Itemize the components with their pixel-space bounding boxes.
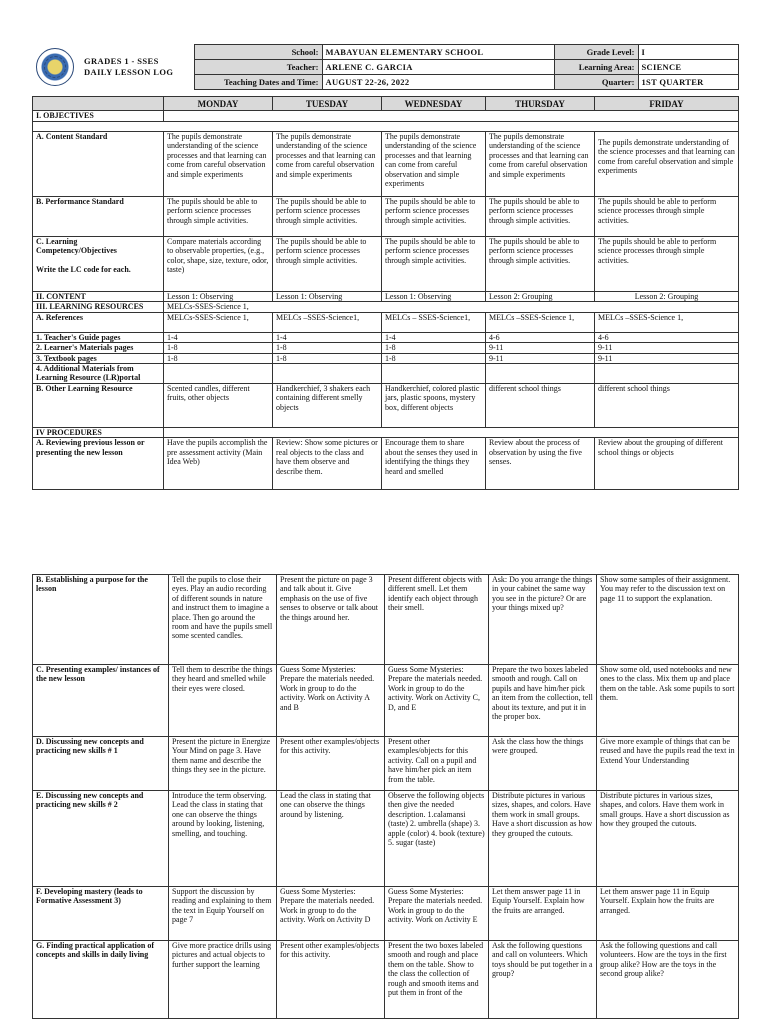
cell-concepts2-thu: Distribute pictures in various sizes, shapes, and colors. Have them work in small groups. Have a short discussion as how they grouped the cutouts. — [489, 791, 597, 887]
cell-review-wed: Encourage them to share about the senses they used in identifying the things they heard and smelled — [382, 438, 486, 490]
table-row — [33, 312, 739, 332]
cell-other-fri: different school things — [595, 384, 739, 428]
area-label: Learning Area: — [554, 60, 638, 75]
table-row — [33, 237, 739, 292]
cell-performance-thu: The pupils should be able to perform science processes through simple activities. — [486, 197, 595, 237]
lesson-log-page-2 — [32, 574, 738, 1019]
day-thursday: THURSDAY — [486, 97, 595, 111]
cell-examples-tue: Guess Some Mysteries: Prepare the materials needed. Work in group to do the activity. Work on Activity A and B — [277, 665, 385, 737]
cell-purpose-wed: Present different objects with different smell. Let them identify each object through their smell. — [385, 575, 489, 665]
cell-content-standard-fri: The pupils demonstrate understanding of the science processes and that learning can come from careful observation and simple experiments — [595, 132, 739, 197]
table-row — [33, 302, 739, 312]
cell-performance-tue: The pupils should be able to perform science processes through simple activities. — [273, 197, 382, 237]
row-label-mastery: F. Developing mastery (leads to Formative Assessment 3) — [33, 887, 169, 941]
row-label-additional: 4. Additional Materials from Learning Resource (LR)portal — [33, 364, 164, 384]
cell-additional-thu — [486, 364, 595, 384]
row-label-purpose: B. Establishing a purpose for the lesson — [33, 575, 169, 665]
cell-content-tue: Lesson 1: Observing — [273, 292, 382, 302]
section-objectives-blank — [164, 111, 739, 122]
cell-additional-mon — [164, 364, 273, 384]
deped-seal-cell — [32, 45, 78, 90]
table-row — [33, 887, 739, 941]
cell-examples-mon: Tell them to describe the things they heard and smelled while their eyes were closed. — [169, 665, 277, 737]
dates-label: Teaching Dates and Time: — [194, 75, 322, 90]
cell-tb-tue: 1-8 — [273, 353, 382, 363]
cell-other-tue: Handkerchief, 3 shakers each containing different smelly objects — [273, 384, 382, 428]
cell-application-wed: Present the two boxes labeled smooth and rough and place them on the table. Show to the class the collection of rough and smooth items and put them in front of the — [385, 941, 489, 1019]
cell-tb-wed: 1-8 — [382, 353, 486, 363]
cell-concepts1-mon: Present the picture in Energize Your Mind on page 3. Have them name and describe the things they see in the picture. — [169, 737, 277, 791]
table-row — [33, 665, 739, 737]
row-label-examples: C. Presenting examples/ instances of the new lesson — [33, 665, 169, 737]
school-label: School: — [194, 45, 322, 60]
cell-examples-fri: Show some old, used notebooks and new ones to the class. Mix them up and place them on the table. Ask some pupils to sort them. — [597, 665, 739, 737]
table-row — [33, 438, 739, 490]
day-tuesday: TUESDAY — [273, 97, 382, 111]
cell-concepts2-fri: Distribute pictures in various sizes, shapes, and colors. Have them work in small groups. Have a short discussion as how they grouped the cutouts. — [597, 791, 739, 887]
cell-references-thu: MELCs –SSES-Science 1, — [486, 312, 595, 332]
section-objectives: I. OBJECTIVES — [33, 111, 164, 122]
teacher-label: Teacher: — [194, 60, 322, 75]
deped-seal-icon — [36, 48, 74, 86]
cell-lm-mon: 1-8 — [164, 343, 273, 353]
cell-purpose-tue: Present the picture on page 3 and talk about it. Give emphasis on the use of five senses to observe or talk about the things around her. — [277, 575, 385, 665]
section-procedures: IV PROCEDURES — [33, 428, 164, 438]
cell-tg-fri: 4-6 — [595, 332, 739, 342]
cell-application-fri: Ask the following questions and call volunteers. How are the toys in the first group alike? How are the toys in the second group alike? — [597, 941, 739, 1019]
days-blank-cell — [33, 97, 164, 111]
cell-lm-wed: 1-8 — [382, 343, 486, 353]
cell-mastery-thu: Let them answer page 11 in Equip Yourself. Explain how the fruits are arranged. — [489, 887, 597, 941]
cell-content-standard-mon: The pupils demonstrate understanding of the science processes and that learning can come from careful observation and simple experiments — [164, 132, 273, 197]
table-row — [33, 343, 739, 353]
cell-examples-wed: Guess Some Mysteries: Prepare the materials needed. Work in group to do the activity. Work on Activity C, D, and E — [385, 665, 489, 737]
dates-value: AUGUST 22-26, 2022 — [322, 75, 554, 90]
cell-tb-fri: 9-11 — [595, 353, 739, 363]
cell-review-thu: Review about the process of observation by using the five senses. — [486, 438, 595, 490]
cell-performance-fri: The pupils should be able to perform science processes through simple activities. — [595, 197, 739, 237]
cell-competency-mon: Compare materials according to observable properties, (e.g., color, shape, size, texture, odor, taste) — [164, 237, 273, 292]
cell-application-thu: Ask the following questions and call on volunteers. Which toys should be put together in a group? — [489, 941, 597, 1019]
cell-lm-tue: 1-8 — [273, 343, 382, 353]
grade-label: Grade Level: — [554, 45, 638, 60]
cell-concepts2-wed: Observe the following objects then give the needed description. 1.calamansi (taste) 2. umbrella (shape) 3. apple (color) 4. book (texture) 5. sugar (taste) — [385, 791, 489, 887]
cell-competency-tue: The pupils should be able to perform science processes through simple activities. — [273, 237, 382, 292]
row-label-performance-standard: B. Performance Standard — [33, 197, 164, 237]
cell-competency-wed: The pupils should be able to perform science processes through simple activities. — [382, 237, 486, 292]
table-row — [33, 353, 739, 363]
cell-review-tue: Review: Show some pictures or real objects to the class and have them observe and describe them. — [273, 438, 382, 490]
cell-mastery-wed: Guess Some Mysteries: Prepare the materials needed. Work in group to do the activity. Work on Activity E — [385, 887, 489, 941]
cell-performance-mon: The pupils should be able to perform science processes through simple activities. — [164, 197, 273, 237]
cell-references-wed: MELCs – SSES-Science1, — [382, 312, 486, 332]
row-label-concepts-1: D. Discussing new concepts and practicing new skills # 1 — [33, 737, 169, 791]
row-label-concepts-2: E. Discussing new concepts and practicing new skills # 2 — [33, 791, 169, 887]
cell-performance-wed: The pupils should be able to perform science processes through simple activities. — [382, 197, 486, 237]
cell-content-standard-wed: The pupils demonstrate understanding of the science processes and that learning can come from careful observation and simple experiments — [382, 132, 486, 197]
title-line-1: GRADES 1 - SSES — [84, 56, 159, 66]
row-label-content-standard: A. Content Standard — [33, 132, 164, 197]
cell-references-fri: MELCs –SSES-Science 1, — [595, 312, 739, 332]
day-wednesday: WEDNESDAY — [382, 97, 486, 111]
cell-tb-thu: 9-11 — [486, 353, 595, 363]
cell-tg-mon: 1-4 — [164, 332, 273, 342]
cell-tg-thu: 4-6 — [486, 332, 595, 342]
cell-resources: MELCs-SSES-Science 1, — [164, 302, 739, 312]
cell-concepts2-tue: Lead the class in stating that one can observe the things around by listening. — [277, 791, 385, 887]
cell-content-thu: Lesson 2: Grouping — [486, 292, 595, 302]
document-title — [78, 45, 194, 90]
cell-content-standard-thu: The pupils demonstrate understanding of the science processes and that learning can come from careful observation and simple experiments — [486, 132, 595, 197]
cell-additional-tue — [273, 364, 382, 384]
objectives-table — [32, 96, 739, 490]
cell-other-thu: different school things — [486, 384, 595, 428]
table-row — [33, 332, 739, 342]
table-row — [33, 132, 739, 197]
cell-purpose-fri: Show some samples of their assignment. You may refer to the discussion text on page 11 to support the explanation. — [597, 575, 739, 665]
lc-code-note: Write the LC code for each. — [36, 264, 131, 274]
school-value: MABAYUAN ELEMENTARY SCHOOL — [322, 45, 554, 60]
teacher-value: ARLENE C. GARCIA — [322, 60, 554, 75]
row-label-lm-pages: 2. Learner's Materials pages — [33, 343, 164, 353]
area-value: SCIENCE — [638, 60, 738, 75]
table-row — [33, 292, 739, 302]
cell-references-tue: MELCs –SSES-Science1, — [273, 312, 382, 332]
row-label-review: A. Reviewing previous lesson or presenting the new lesson — [33, 438, 164, 490]
cell-tg-tue: 1-4 — [273, 332, 382, 342]
quarter-value: 1ST QUARTER — [638, 75, 738, 90]
cell-lm-thu: 9-11 — [486, 343, 595, 353]
grade-value: I — [638, 45, 738, 60]
cell-review-fri: Review about the grouping of different school things or objects — [595, 438, 739, 490]
cell-additional-fri — [595, 364, 739, 384]
row-label-tg-pages: 1. Teacher's Guide pages — [33, 332, 164, 342]
cell-examples-thu: Prepare the two boxes labeled smooth and rough. Call on pupils and have him/her pick an item from the collection, tell about its texture, and put it in the proper box. — [489, 665, 597, 737]
section-content: II. CONTENT — [33, 292, 164, 302]
cell-application-tue: Present other examples/objects for this activity. — [277, 941, 385, 1019]
cell-references-mon: MELCs-SSES-Science 1, — [164, 312, 273, 332]
row-label-references: A. References — [33, 312, 164, 332]
quarter-label: Quarter: — [554, 75, 638, 90]
row-label-competency — [33, 237, 164, 292]
cell-concepts1-tue: Present other examples/objects for this activity. — [277, 737, 385, 791]
cell-other-mon: Scented candles, different fruits, other objects — [164, 384, 273, 428]
cell-content-standard-tue: The pupils demonstrate understanding of the science processes and that learning can come from careful observation and simple experiments — [273, 132, 382, 197]
cell-concepts2-mon: Introduce the term observing. Lead the class in stating that one can observe the things around by looking, listening, smelling, and touching. — [169, 791, 277, 887]
row-label-tb-pages: 3. Textbook pages — [33, 353, 164, 363]
table-row — [33, 197, 739, 237]
cell-content-mon: Lesson 1: Observing — [164, 292, 273, 302]
cell-tb-mon: 1-8 — [164, 353, 273, 363]
cell-competency-thu: The pupils should be able to perform science processes through simple activities. — [486, 237, 595, 292]
cell-content-wed: Lesson 1: Observing — [382, 292, 486, 302]
table-row — [33, 941, 739, 1019]
table-row — [33, 364, 739, 384]
cell-mastery-tue: Guess Some Mysteries: Prepare the materials needed. Work in group to do the activity. Work on Activity D — [277, 887, 385, 941]
header-table — [32, 44, 739, 90]
cell-lm-fri: 9-11 — [595, 343, 739, 353]
competency-label: C. Learning Competency/Objectives — [36, 237, 117, 256]
cell-application-mon: Give more practice drills using pictures and actual objects to further support the learning — [169, 941, 277, 1019]
day-friday: FRIDAY — [595, 97, 739, 111]
cell-purpose-thu: Ask: Do you arrange the things in your cabinet the same way you see in the picture? Or are your things mixed up? — [489, 575, 597, 665]
cell-purpose-mon: Tell the pupils to close their eyes. Play an audio recording of different sounds in nature and instruct them to imagine a place. Then go around the room and have the pupils smell some scented candles. — [169, 575, 277, 665]
cell-concepts1-fri: Give more example of things that can be reused and have the pupils read the text in Extend Your Understanding — [597, 737, 739, 791]
row-label-other-resources: B. Other Learning Resource — [33, 384, 164, 428]
table-row — [33, 791, 739, 887]
cell-tg-wed: 1-4 — [382, 332, 486, 342]
cell-other-wed: Handkerchief, colored plastic jars, plastic spoons, mystery box, different objects — [382, 384, 486, 428]
lesson-log-page-1 — [32, 44, 738, 490]
procedures-table — [32, 574, 739, 1019]
cell-concepts1-thu: Ask the class how the things were grouped. — [489, 737, 597, 791]
table-row — [33, 384, 739, 428]
title-line-2: DAILY LESSON LOG — [84, 67, 174, 77]
cell-additional-wed — [382, 364, 486, 384]
row-label-application: G. Finding practical application of concepts and skills in daily living — [33, 941, 169, 1019]
cell-competency-fri: The pupils should be able to perform science processes through simple activities. — [595, 237, 739, 292]
cell-mastery-fri: Let them answer page 11 in Equip Yourself. Explain how the fruits are arranged. — [597, 887, 739, 941]
day-monday: MONDAY — [164, 97, 273, 111]
cell-content-fri: Lesson 2: Grouping — [595, 292, 739, 302]
cell-review-mon: Have the pupils accomplish the pre assessment activity (Main Idea Web) — [164, 438, 273, 490]
table-row — [33, 737, 739, 791]
table-row — [33, 575, 739, 665]
spacer-row — [33, 122, 739, 132]
section-procedures-blank — [164, 428, 739, 438]
cell-concepts1-wed: Present other examples/objects for this activity. Call on a pupil and have him/her pick an item from the table. — [385, 737, 489, 791]
cell-mastery-mon: Support the discussion by reading and explaining to them the text in Equip Yourself on page 7 — [169, 887, 277, 941]
section-resources: III. LEARNING RESOURCES — [33, 302, 164, 312]
